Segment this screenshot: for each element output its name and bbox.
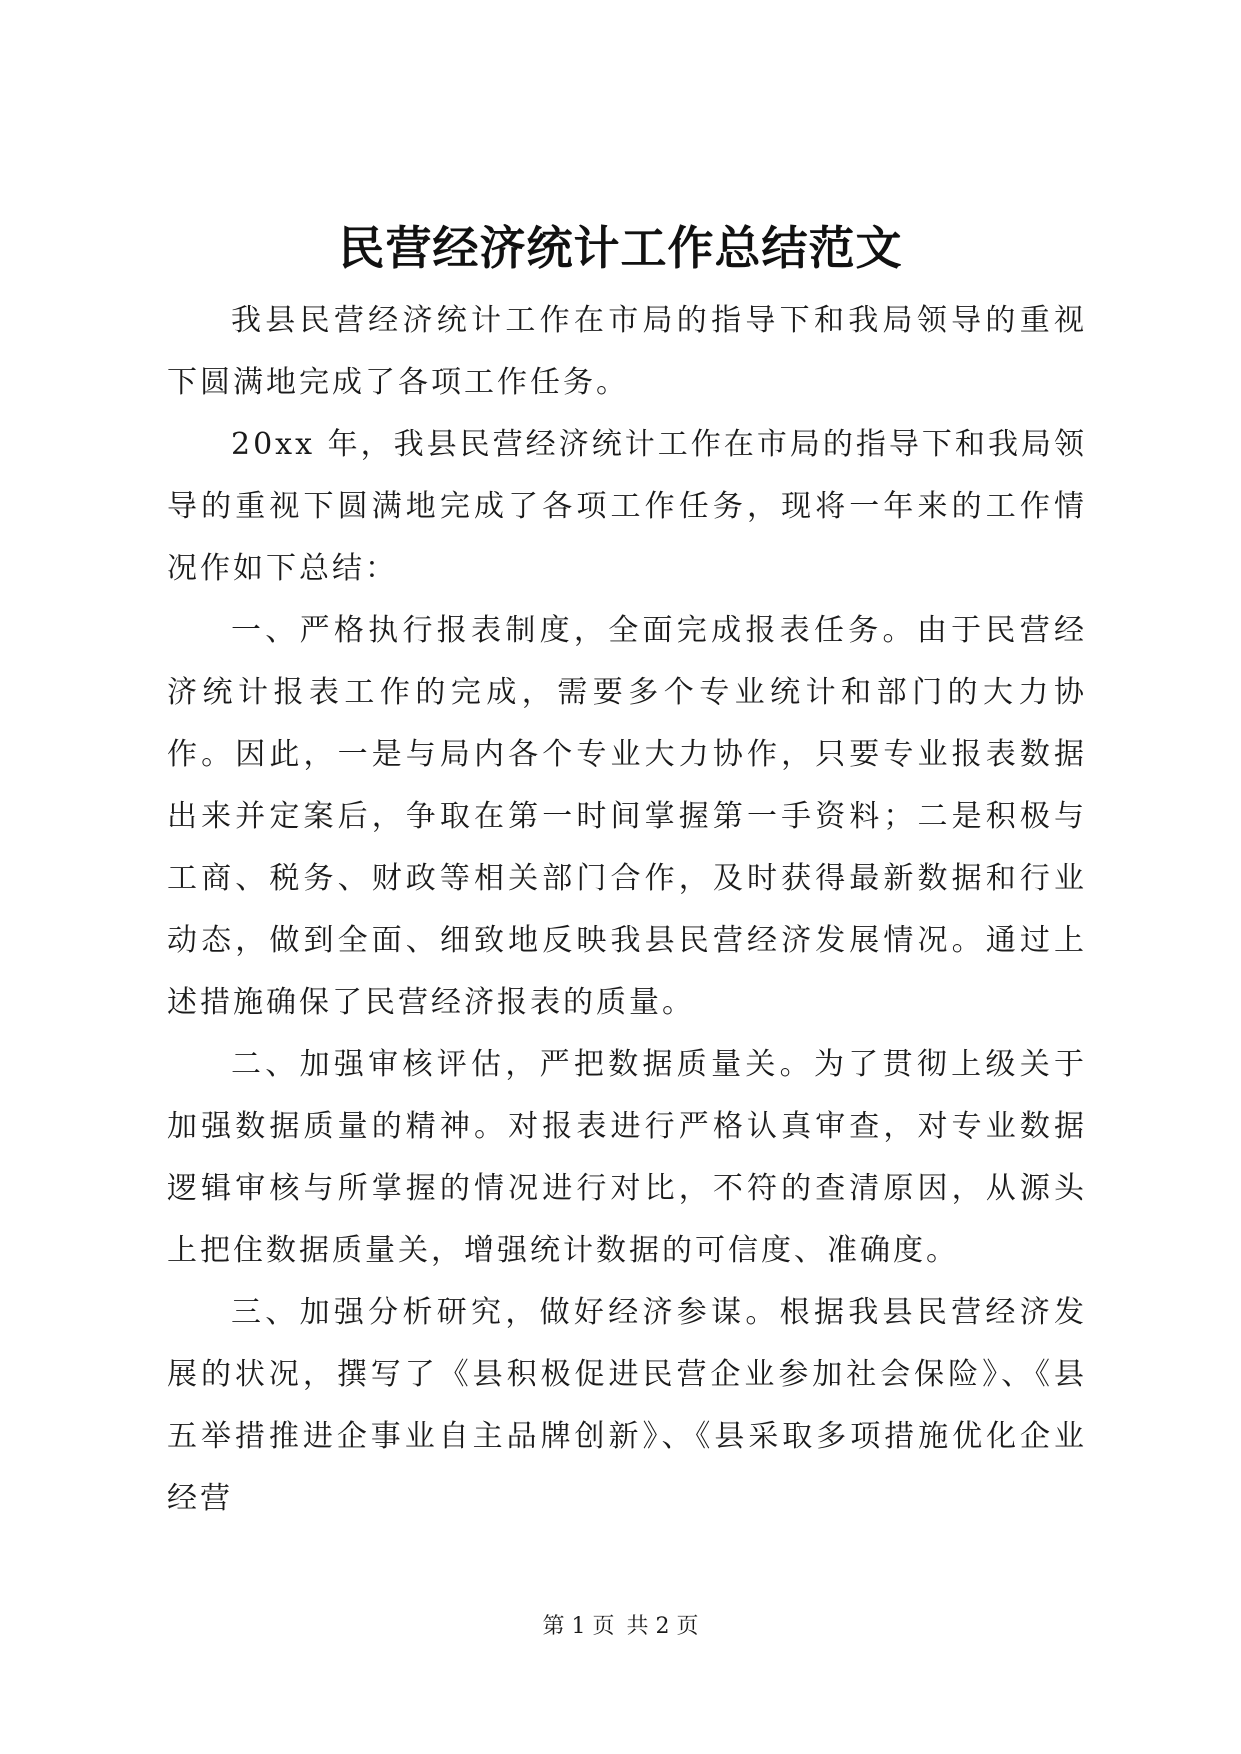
- paragraph-summary-lead: 20xx 年，我县民营经济统计工作在市局的指导下和我局领导的重视下圆满地完成了各项工作任务，现将一年来的工作情况作如下总结：: [167, 427, 1087, 586]
- paragraph-section-three: 三、加强分析研究，做好经济参谋。根据我县民营经济发展的状况，撰写了《县积极促进民营企业参加社会保险》、《县五举措推进企事业自主品牌创新》、《县采取多项措施优化企业经营: [167, 1295, 1087, 1516]
- document-body: [167, 290, 1087, 1530]
- paragraph-intro: 我县民营经济统计工作在市局的指导下和我局领导的重视下圆满地完成了各项工作任务。: [167, 303, 1087, 400]
- page-number: 第 1 页: [542, 1614, 615, 1639]
- page-footer: [0, 1612, 1241, 1642]
- paragraph-section-two: 二、加强审核评估，严把数据质量关。为了贯彻上级关于加强数据质量的精神。对报表进行严格认真审查，对专业数据逻辑审核与所掌握的情况进行对比，不符的查清原因，从源头上把住数据质量关，增强统计数据的可信度、准确度。: [167, 1047, 1087, 1268]
- page-total: 共 2 页: [626, 1614, 699, 1639]
- document-title: 民营经济统计工作总结范文: [338, 221, 903, 275]
- paragraph-section-one: 一、严格执行报表制度，全面完成报表任务。由于民营经济统计报表工作的完成，需要多个专业统计和部门的大力协作。因此，一是与局内各个专业大力协作，只要专业报表数据出来并定案后，争取在第一时间掌握第一手资料；二是积极与工商、税务、财政等相关部门合作，及时获得最新数据和行业动态，做到全面、细致地反映我县民营经济发展情况。通过上述措施确保了民营经济报表的质量。: [167, 613, 1087, 1020]
